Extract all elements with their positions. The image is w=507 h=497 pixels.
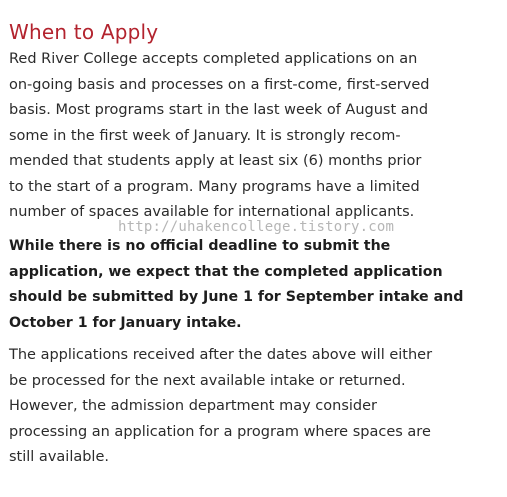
- text-line: to the start of a program. Many programs have a limited: [9, 178, 420, 195]
- text-line: basis. Most programs start in the last week of August and: [9, 102, 429, 118]
- paragraph-deadline-notice: [9, 234, 479, 336]
- text-line: However, the admission department may consider: [9, 398, 377, 414]
- paragraph-late-applications: [9, 343, 479, 471]
- blog-watermark: http://uhakencollege.tistory.com: [118, 219, 395, 235]
- section-heading: When to Apply: [9, 20, 159, 44]
- text-line: Red River College accepts completed applications on an: [9, 51, 418, 67]
- text-line: While there is no official deadline to submit the: [9, 238, 391, 254]
- paragraph-application-basis: [9, 47, 479, 226]
- text-line: some in the first week of January. It is strongly recom-: [9, 127, 401, 144]
- text-line: The applications received after the dates above will either: [9, 347, 433, 363]
- text-line: be processed for the next available intake or returned.: [9, 372, 406, 389]
- text-line: number of spaces available for international applicants.: [9, 204, 415, 220]
- text-line: mended that students apply at least six (6) months prior: [9, 153, 422, 169]
- text-line: October 1 for January intake.: [9, 314, 242, 331]
- text-line: processing an application for a program where spaces are: [9, 423, 431, 440]
- text-line: on-going basis and processes on a first-come, first-served: [9, 76, 430, 93]
- text-line: application, we expect that the completed application: [9, 263, 443, 280]
- text-line: still available.: [9, 449, 109, 465]
- text-line: should be submitted by June 1 for September intake and: [9, 289, 464, 305]
